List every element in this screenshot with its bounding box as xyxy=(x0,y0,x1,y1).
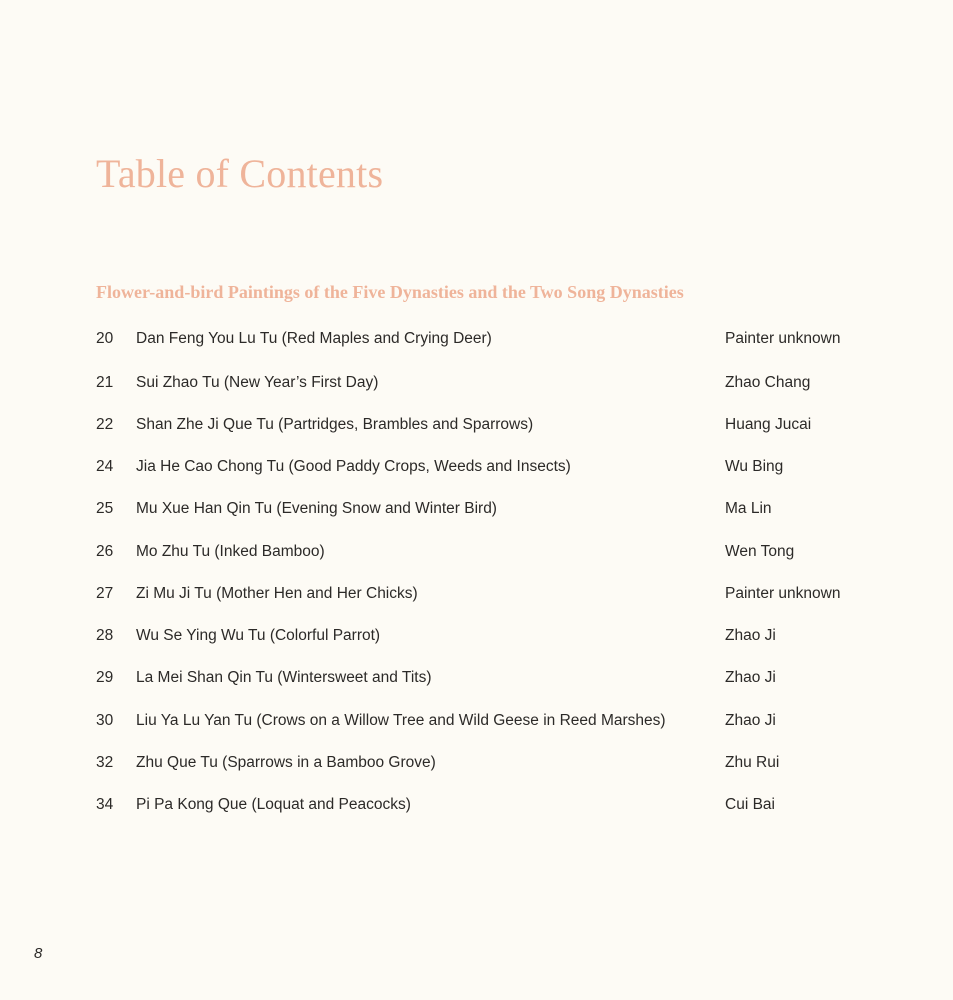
toc-entry xyxy=(0,796,953,820)
toc-entry-painter: Painter unknown xyxy=(725,330,841,347)
toc-entry-title: Dan Feng You Lu Tu (Red Maples and Crying Deer) xyxy=(136,330,492,347)
toc-entry xyxy=(0,585,953,609)
toc-entry xyxy=(0,416,953,440)
toc-entry-painter: Zhao Chang xyxy=(725,374,811,391)
toc-entry-page: 25 xyxy=(96,500,114,517)
toc-entry-title: Pi Pa Kong Que (Loquat and Peacocks) xyxy=(136,796,411,813)
toc-entry-page: 28 xyxy=(96,627,114,644)
toc-entry-painter: Cui Bai xyxy=(725,796,775,813)
toc-entry xyxy=(0,627,953,651)
toc-entry-title: Shan Zhe Ji Que Tu (Partridges, Brambles and Sparrows) xyxy=(136,416,534,433)
toc-entry-page: 22 xyxy=(96,416,114,433)
page-number: 8 xyxy=(34,945,43,962)
toc-entry-page: 20 xyxy=(96,330,114,347)
toc-entry-title: La Mei Shan Qin Tu (Wintersweet and Tits) xyxy=(136,669,432,686)
toc-entry-painter: Wen Tong xyxy=(725,543,795,560)
toc-entry-title: Liu Ya Lu Yan Tu (Crows on a Willow Tree and Wild Geese in Reed Marshes) xyxy=(136,712,666,729)
toc-entry xyxy=(0,754,953,778)
toc-entry-page: 21 xyxy=(96,374,114,391)
toc-entry-painter: Painter unknown xyxy=(725,585,841,602)
toc-entry xyxy=(0,500,953,524)
toc-entry-painter: Zhao Ji xyxy=(725,712,776,729)
toc-entry-painter: Zhao Ji xyxy=(725,627,776,644)
toc-entry-title: Sui Zhao Tu (New Year’s First Day) xyxy=(136,374,379,391)
toc-entry xyxy=(0,669,953,693)
toc-entry-title: Mo Zhu Tu (Inked Bamboo) xyxy=(136,543,325,560)
toc-entry-title: Mu Xue Han Qin Tu (Evening Snow and Winter Bird) xyxy=(136,500,497,517)
toc-entry-painter: Zhao Ji xyxy=(725,669,776,686)
toc-entry-title: Zi Mu Ji Tu (Mother Hen and Her Chicks) xyxy=(136,585,418,602)
toc-entry xyxy=(0,543,953,567)
toc-entry xyxy=(0,374,953,398)
toc-entry-painter: Wu Bing xyxy=(725,458,784,475)
toc-entry xyxy=(0,712,953,736)
toc-entry-page: 29 xyxy=(96,669,114,686)
toc-entry xyxy=(0,458,953,482)
toc-entry-painter: Ma Lin xyxy=(725,500,772,517)
section-heading: Flower-and-bird Paintings of the Five Dynasties and the Two Song Dynasties xyxy=(96,282,684,302)
toc-entry-page: 30 xyxy=(96,712,114,729)
toc-entry-page: 24 xyxy=(96,458,114,475)
toc-entry-painter: Huang Jucai xyxy=(725,416,812,433)
toc-entry-page: 32 xyxy=(96,754,114,771)
toc-entry-title: Jia He Cao Chong Tu (Good Paddy Crops, Weeds and Insects) xyxy=(136,458,571,475)
toc-entry-page: 34 xyxy=(96,796,114,813)
toc-entry-title: Zhu Que Tu (Sparrows in a Bamboo Grove) xyxy=(136,754,436,771)
toc-entry xyxy=(0,330,953,354)
toc-entry-page: 27 xyxy=(96,585,114,602)
toc-entry-painter: Zhu Rui xyxy=(725,754,780,771)
toc-entry-title: Wu Se Ying Wu Tu (Colorful Parrot) xyxy=(136,627,381,644)
page-title: Table of Contents xyxy=(96,151,384,196)
toc-entry-page: 26 xyxy=(96,543,114,560)
